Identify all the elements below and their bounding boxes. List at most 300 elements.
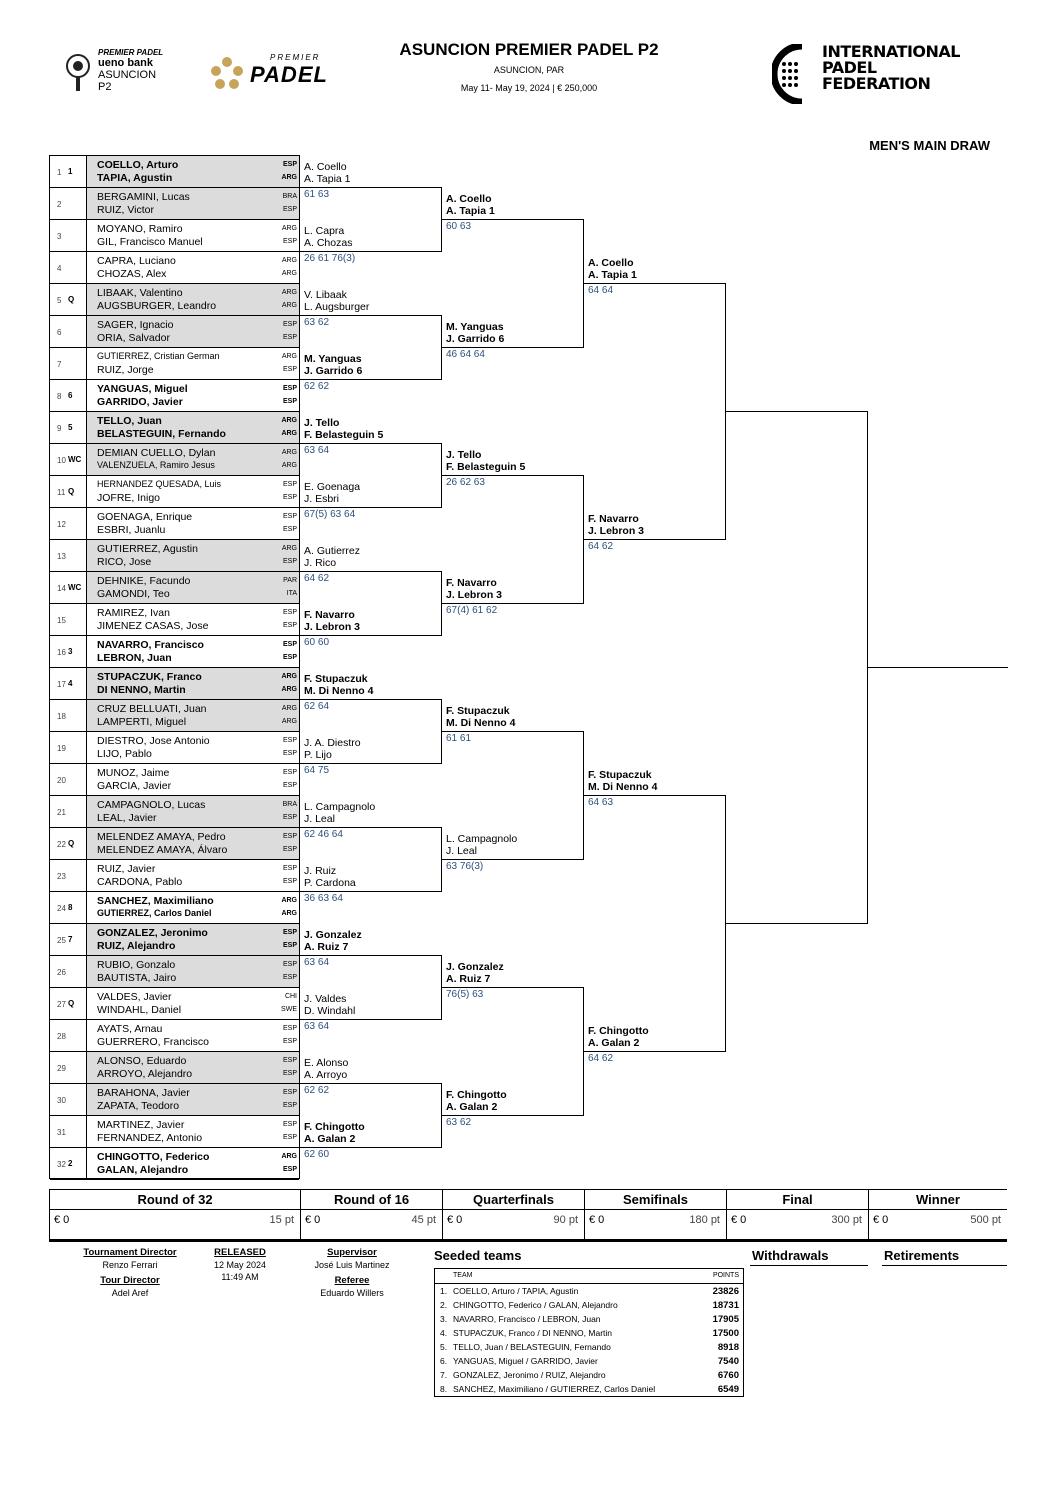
position-number: 4 xyxy=(57,264,62,273)
qf-line xyxy=(442,347,584,348)
player-name: GUTIERREZ, Agustin xyxy=(97,543,198,555)
player-name: CHOZAS, Alex xyxy=(97,268,167,280)
player-name: GUTIERREZ, Carlos Daniel xyxy=(97,908,212,918)
seed-points: 17500 xyxy=(712,1328,739,1339)
r16-team-player1: J. A. Diestro xyxy=(304,737,361,749)
country-code: ESP xyxy=(282,526,297,533)
player-name: BELASTEGUIN, Fernando xyxy=(97,428,226,440)
tour-name: Adel Aref xyxy=(111,1288,149,1298)
country-code: ESP xyxy=(282,1121,297,1128)
r16-team-player2: J. Esbri xyxy=(304,493,340,505)
r16-team-player2: J. Garrido 6 xyxy=(304,365,363,377)
sup-label: Supervisor xyxy=(327,1247,377,1258)
country-code: ESP xyxy=(282,1089,297,1096)
col-team: TEAM xyxy=(453,1272,473,1279)
final-line xyxy=(726,411,868,412)
player-name: RUIZ, Javier xyxy=(97,863,156,875)
country-code: SWE xyxy=(281,1006,297,1013)
round-points: 180 pt xyxy=(689,1214,720,1226)
qf-team-player2: A. Tapia 1 xyxy=(446,205,495,217)
country-code: ESP xyxy=(282,238,297,245)
seed-points: 6760 xyxy=(717,1370,739,1381)
seed-index: 5. xyxy=(440,1342,448,1352)
position-number: 16 xyxy=(57,648,66,657)
player-name: LIBAAK, Valentino xyxy=(97,287,183,299)
country-code: ARG xyxy=(281,910,297,917)
position-number: 15 xyxy=(57,616,66,625)
player-name: GUERRERO, Francisco xyxy=(97,1036,210,1048)
seed-points: 17905 xyxy=(712,1314,739,1325)
round-cell xyxy=(442,1189,584,1241)
r16-team-player2: L. Augsburger xyxy=(304,301,370,313)
player-name: GOENAGA, Enrique xyxy=(97,511,193,523)
player-name: MOYANO, Ramiro xyxy=(97,223,183,235)
country-code: ESP xyxy=(282,833,297,840)
tour-label: Tour Director xyxy=(100,1275,160,1286)
match-score: 63 76(3) xyxy=(446,861,484,872)
country-code: ESP xyxy=(282,1134,297,1141)
player-name: CARDONA, Pablo xyxy=(97,876,183,888)
country-code: ARG xyxy=(281,718,297,725)
country-code: ARG xyxy=(281,897,297,904)
r16-team-player1: L. Capra xyxy=(304,225,345,237)
player-name: ESBRI, Juanlu xyxy=(97,524,166,536)
released-time: 11:49 AM xyxy=(221,1272,259,1282)
match-score: 64 62 xyxy=(588,1053,614,1064)
country-code: ARG xyxy=(281,686,297,693)
position-number: 17 xyxy=(57,680,66,689)
rounds-summary xyxy=(49,1189,1007,1241)
position-number: 25 xyxy=(57,936,66,945)
position-number: 26 xyxy=(57,968,66,977)
round-prize: € 0 xyxy=(589,1214,605,1226)
player-name: RAMIREZ, Ivan xyxy=(97,607,170,619)
position-number: 9 xyxy=(57,424,62,433)
r16-line xyxy=(300,315,442,316)
round-cell xyxy=(300,1189,442,1241)
seed-team: CHINGOTTO, Federico / GALAN, Alejandro xyxy=(453,1300,618,1310)
country-code: ESP xyxy=(282,513,297,520)
r16-team-player1: V. Libaak xyxy=(304,289,347,301)
country-code: ESP xyxy=(282,865,297,872)
r16-team-player1: J. Valdes xyxy=(304,993,347,1005)
country-code: BRA xyxy=(282,193,297,200)
sf-team-player1: F. Stupaczuk xyxy=(588,769,652,781)
player-name: TELLO, Juan xyxy=(97,415,162,427)
qf-team-player2: F. Belasteguin 5 xyxy=(446,461,526,473)
position-number: 27 xyxy=(57,1000,66,1009)
r16-line xyxy=(300,1147,442,1148)
country-code: ESP xyxy=(282,558,297,565)
premier-text: PREMIER xyxy=(270,53,321,62)
match-score: 64 62 xyxy=(588,541,614,552)
country-code: ESP xyxy=(282,622,297,629)
seed-team: COELLO, Arturo / TAPIA, Agustin xyxy=(453,1286,579,1296)
entry-tag: Q xyxy=(68,487,75,496)
round-points: 15 pt xyxy=(269,1214,294,1226)
position-number: 12 xyxy=(57,520,66,529)
seed-team: GONZALEZ, Jeronimo / RUIZ, Alejandro xyxy=(453,1370,606,1380)
divider xyxy=(49,1239,1007,1242)
seeded-row xyxy=(435,1368,743,1382)
entry-tag: 4 xyxy=(68,679,73,688)
sf-line xyxy=(584,539,726,540)
padel-text: PADEL xyxy=(250,62,328,87)
r16-line xyxy=(300,891,442,892)
qf-team-player2: J. Garrido 6 xyxy=(446,333,505,345)
qf-line xyxy=(442,603,584,604)
player-name: MUNOZ, Jaime xyxy=(97,767,170,779)
seed-team: STUPACZUK, Franco / DI NENNO, Martin xyxy=(453,1328,613,1338)
match-score: 62 62 xyxy=(304,1085,330,1096)
r16-line xyxy=(300,699,442,700)
r16-line xyxy=(300,763,442,764)
country-code: ITA xyxy=(286,590,297,597)
country-code: ESP xyxy=(282,878,297,885)
round-points: 90 pt xyxy=(553,1214,578,1226)
td-name: Renzo Ferrari xyxy=(102,1260,158,1270)
position-number: 29 xyxy=(57,1064,66,1073)
country-code: ESP xyxy=(282,385,297,392)
round-prize: € 0 xyxy=(447,1214,463,1226)
player-name: GARRIDO, Javier xyxy=(97,396,183,408)
player-name: MELENDEZ AMAYA, Pedro xyxy=(97,831,226,843)
country-code: ARG xyxy=(281,302,297,309)
r16-team-player2: A. Ruiz 7 xyxy=(304,941,349,953)
country-code: ARG xyxy=(281,417,297,424)
position-number: 1 xyxy=(57,168,62,177)
match-score: 63 64 xyxy=(304,957,330,968)
position-number: 5 xyxy=(57,296,62,305)
seeded-table xyxy=(434,1268,744,1397)
ref-label: Referee xyxy=(334,1275,370,1286)
r16-line xyxy=(300,507,442,508)
sf-team-player2: A. Tapia 1 xyxy=(588,269,637,281)
sf-line xyxy=(584,283,726,284)
entry-tag: WC xyxy=(68,583,82,592)
tournament-director xyxy=(70,1247,190,1298)
round-name: Quarterfinals xyxy=(473,1192,554,1207)
r16-team-player1: E. Goenaga xyxy=(304,481,361,493)
match-score: 64 64 xyxy=(588,285,614,296)
r16-line xyxy=(300,571,442,572)
country-code: ESP xyxy=(282,366,297,373)
player-name: VALDES, Javier xyxy=(97,991,172,1003)
r16-team-player1: L. Campagnolo xyxy=(304,801,376,813)
player-name: LAMPERTI, Miguel xyxy=(97,716,187,728)
match-score: 62 46 64 xyxy=(304,829,343,840)
country-code: PAR xyxy=(283,577,297,584)
country-code: ESP xyxy=(282,737,297,744)
position-number: 8 xyxy=(57,392,62,401)
seeded-row xyxy=(435,1298,743,1312)
country-code: ARG xyxy=(281,353,297,360)
position-number: 3 xyxy=(57,232,62,241)
qf-team-player1: F. Stupaczuk xyxy=(446,705,510,717)
r16-team-player1: F. Chingotto xyxy=(304,1121,365,1133)
col-points: POINTS xyxy=(712,1272,739,1279)
location: ASUNCION, PAR xyxy=(493,65,565,75)
r16-team-player2: A. Galan 2 xyxy=(304,1133,356,1145)
match-score: 26 61 76(3) xyxy=(304,253,356,264)
player-name: STUPACZUK, Franco xyxy=(97,671,202,683)
player-name: SAGER, Ignacio xyxy=(97,319,174,331)
match-score: 63 64 xyxy=(304,1021,330,1032)
player-name: ORIA, Salvador xyxy=(97,332,170,344)
position-number: 2 xyxy=(57,200,62,209)
country-code: ARG xyxy=(281,257,297,264)
round-name: Final xyxy=(782,1192,813,1207)
r16-team-player2: A. Chozas xyxy=(304,237,353,249)
ipf-line-1: INTERNATIONAL xyxy=(822,42,960,61)
country-code: ESP xyxy=(282,206,297,213)
match-score: 46 64 64 xyxy=(446,349,485,360)
match-score: 67(4) 61 62 xyxy=(446,605,498,616)
r16-team-player1: J. Gonzalez xyxy=(304,929,362,941)
round-name: Round of 32 xyxy=(137,1192,213,1207)
round-points: 300 pt xyxy=(831,1214,862,1226)
country-code: ESP xyxy=(282,654,297,661)
player-name: HERNANDEZ QUESADA, Luis xyxy=(97,479,222,489)
page-title: ASUNCION PREMIER PADEL P2 xyxy=(399,40,659,59)
draw-name: MEN'S MAIN DRAW xyxy=(869,138,990,153)
player-name: FERNANDEZ, Antonio xyxy=(97,1132,203,1144)
r16-team-player1: M. Yanguas xyxy=(304,353,362,365)
round-points: 500 pt xyxy=(970,1214,1001,1226)
seeded-row xyxy=(435,1382,743,1396)
retirements-line xyxy=(882,1265,1007,1266)
player-name: GARCIA, Javier xyxy=(97,780,172,792)
seed-points: 18731 xyxy=(712,1300,739,1311)
player-name: WINDAHL, Daniel xyxy=(97,1004,182,1016)
country-code: ESP xyxy=(282,609,297,616)
match-score: 64 75 xyxy=(304,765,330,776)
round-name: Winner xyxy=(916,1192,960,1207)
country-code: ESP xyxy=(282,1070,297,1077)
entry-tag: 2 xyxy=(68,1159,73,1168)
retirements-heading: Retirements xyxy=(884,1248,960,1263)
seeded-row xyxy=(435,1340,743,1354)
position-number: 20 xyxy=(57,776,66,785)
round-cell xyxy=(726,1189,868,1241)
player-name: RUBIO, Gonzalo xyxy=(97,959,176,971)
position-number: 23 xyxy=(57,872,66,881)
round-cell xyxy=(49,1189,300,1241)
entry-tag: WC xyxy=(68,455,82,464)
country-code: ESP xyxy=(282,641,297,648)
player-name: BAUTISTA, Jairo xyxy=(97,972,177,984)
country-code: ARG xyxy=(281,289,297,296)
ipf-line-3: FEDERATION xyxy=(822,74,931,93)
withdrawals-line xyxy=(750,1265,868,1266)
player-name: MARTINEZ, Javier xyxy=(97,1119,185,1131)
entry-tag: 3 xyxy=(68,647,73,656)
player-name: GONZALEZ, Jeronimo xyxy=(97,927,208,939)
player-name: LEAL, Javier xyxy=(97,812,157,824)
player-name: JOFRE, Inigo xyxy=(97,492,161,504)
position-number: 6 xyxy=(57,328,62,337)
seed-team: TELLO, Juan / BELASTEGUIN, Fernando xyxy=(453,1342,611,1352)
country-code: ARG xyxy=(281,462,297,469)
round-points: 45 pt xyxy=(411,1214,436,1226)
released-date: 12 May 2024 xyxy=(213,1260,267,1270)
player-name: CAMPAGNOLO, Lucas xyxy=(97,799,206,811)
match-score: 64 63 xyxy=(588,797,614,808)
final-line xyxy=(726,923,868,924)
seed-points: 7540 xyxy=(717,1356,739,1367)
sf-team-player1: F. Chingotto xyxy=(588,1025,649,1037)
r16-team-player2: A. Tapia 1 xyxy=(304,173,351,185)
match-score: 63 62 xyxy=(446,1117,472,1128)
r16-team-player1: E. Alonso xyxy=(304,1057,349,1069)
position-number: 30 xyxy=(57,1096,66,1105)
player-name: JIMENEZ CASAS, Jose xyxy=(97,620,209,632)
player-name: CHINGOTTO, Federico xyxy=(97,1151,210,1163)
round-name: Semifinals xyxy=(622,1192,689,1207)
qf-team-player2: M. Di Nenno 4 xyxy=(446,717,516,729)
qf-team-player1: F. Chingotto xyxy=(446,1089,507,1101)
position-number: 10 xyxy=(57,456,66,465)
player-name: RICO, Jose xyxy=(97,556,152,568)
position-number: 11 xyxy=(57,488,66,497)
country-code: ESP xyxy=(282,814,297,821)
country-code: ESP xyxy=(282,961,297,968)
seeded-row xyxy=(435,1326,743,1340)
match-score: 61 63 xyxy=(304,189,330,200)
country-code: ARG xyxy=(281,449,297,456)
round-prize: € 0 xyxy=(873,1214,889,1226)
position-number: 28 xyxy=(57,1032,66,1041)
td-label: Tournament Director xyxy=(83,1247,177,1258)
event-logo-text-2: ueno bank xyxy=(98,57,154,69)
country-code: ARG xyxy=(281,1153,297,1160)
seed-index: 2. xyxy=(440,1300,448,1310)
qf-team-player2: A. Galan 2 xyxy=(446,1101,498,1113)
country-code: ESP xyxy=(282,494,297,501)
round-prize: € 0 xyxy=(731,1214,747,1226)
r16-line xyxy=(300,379,442,380)
sf-line xyxy=(584,795,726,796)
player-name: DIESTRO, Jose Antonio xyxy=(97,735,210,747)
withdrawals-heading: Withdrawals xyxy=(752,1248,829,1263)
r16-team-player2: J. Leal xyxy=(304,813,335,825)
r16-team-player1: J. Ruiz xyxy=(304,865,337,877)
country-code: ARG xyxy=(281,174,297,181)
round-cell xyxy=(584,1189,726,1241)
round-prize: € 0 xyxy=(305,1214,321,1226)
country-code: ESP xyxy=(282,481,297,488)
entry-tag: 5 xyxy=(68,423,73,432)
seed-index: 8. xyxy=(440,1384,448,1394)
r16-team-player2: M. Di Nenno 4 xyxy=(304,685,374,697)
country-code: ESP xyxy=(282,161,297,168)
release-info xyxy=(190,1247,290,1282)
match-score: 60 60 xyxy=(304,637,330,648)
player-name: BERGAMINI, Lucas xyxy=(97,191,190,203)
r16-team-player1: A. Gutierrez xyxy=(304,545,361,557)
r16-line xyxy=(300,1019,442,1020)
qf-line xyxy=(442,1115,584,1116)
qf-line xyxy=(442,219,584,220)
entry-tag: Q xyxy=(68,839,75,848)
round-cell xyxy=(868,1189,1007,1241)
r16-line xyxy=(300,827,442,828)
country-code: ARG xyxy=(281,673,297,680)
dates-prize: May 11- May 19, 2024 | € 250,000 xyxy=(460,83,598,93)
player-name: NAVARRO, Francisco xyxy=(97,639,204,651)
r16-team-player1: F. Stupaczuk xyxy=(304,673,368,685)
seed-points: 6549 xyxy=(717,1384,739,1395)
qf-team-player1: J. Gonzalez xyxy=(446,961,504,973)
country-code: ESP xyxy=(282,398,297,405)
r16-team-player2: D. Windahl xyxy=(304,1005,356,1017)
qf-team-player2: J. Leal xyxy=(446,845,477,857)
qf-line xyxy=(442,731,584,732)
match-score: 62 64 xyxy=(304,701,330,712)
seed-points: 23826 xyxy=(712,1286,739,1297)
player-name: ARROYO, Alejandro xyxy=(97,1068,193,1080)
seed-index: 3. xyxy=(440,1314,448,1324)
seed-team: SANCHEZ, Maximiliano / GUTIERREZ, Carlos Daniel xyxy=(453,1384,656,1394)
country-code: ESP xyxy=(282,846,297,853)
player-name: CRUZ BELLUATI, Juan xyxy=(97,703,207,715)
player-name: TAPIA, Agustin xyxy=(97,172,173,184)
seed-team: NAVARRO, Francisco / LEBRON, Juan xyxy=(453,1314,601,1324)
entry-tag: Q xyxy=(68,295,75,304)
r16-line xyxy=(300,1083,442,1084)
country-code: ESP xyxy=(282,782,297,789)
seeded-row xyxy=(435,1284,743,1298)
player-name: RUIZ, Alejandro xyxy=(97,940,176,952)
country-code: ARG xyxy=(281,270,297,277)
country-code: ESP xyxy=(282,334,297,341)
sf-team-player1: A. Coello xyxy=(588,257,634,269)
country-code: ESP xyxy=(282,321,297,328)
player-name: VALENZUELA, Ramiro Jesus xyxy=(97,460,215,470)
qf-team-player1: L. Campagnolo xyxy=(446,833,518,845)
country-code: ESP xyxy=(282,929,297,936)
match-score: 62 60 xyxy=(304,1149,330,1160)
qf-line xyxy=(442,859,584,860)
seed-team: YANGUAS, Miguel / GARRIDO, Javier xyxy=(453,1356,598,1366)
event-logo-text-3: ASUNCION xyxy=(98,69,157,81)
match-score: 36 63 64 xyxy=(304,893,343,904)
sf-line xyxy=(584,1051,726,1052)
player-name: LIJO, Pablo xyxy=(97,748,152,760)
round-prize: € 0 xyxy=(54,1214,70,1226)
r16-team-player1: A. Coello xyxy=(304,161,347,173)
round-name: Round of 16 xyxy=(333,1192,410,1207)
ipf-line-2: PADEL xyxy=(822,58,877,77)
seed-index: 4. xyxy=(440,1328,448,1338)
r16-team-player2: J. Rico xyxy=(304,557,337,569)
r16-line xyxy=(300,251,442,252)
match-score: 61 61 xyxy=(446,733,472,744)
r16-team-player2: J. Lebron 3 xyxy=(304,621,361,633)
qf-team-player1: M. Yanguas xyxy=(446,321,504,333)
position-number: 21 xyxy=(57,808,66,817)
player-name: BARAHONA, Javier xyxy=(97,1087,190,1099)
player-name: GAMONDI, Teo xyxy=(97,588,170,600)
event-logo-text-4: P2 xyxy=(98,81,112,93)
r16-team-player1: F. Navarro xyxy=(304,609,355,621)
player-name: ZAPATA, Teodoro xyxy=(97,1100,180,1112)
qf-team-player1: A. Coello xyxy=(446,193,492,205)
qf-line xyxy=(442,475,584,476)
match-score: 64 62 xyxy=(304,573,330,584)
qf-line xyxy=(442,987,584,988)
released-label: RELEASED xyxy=(214,1247,266,1258)
